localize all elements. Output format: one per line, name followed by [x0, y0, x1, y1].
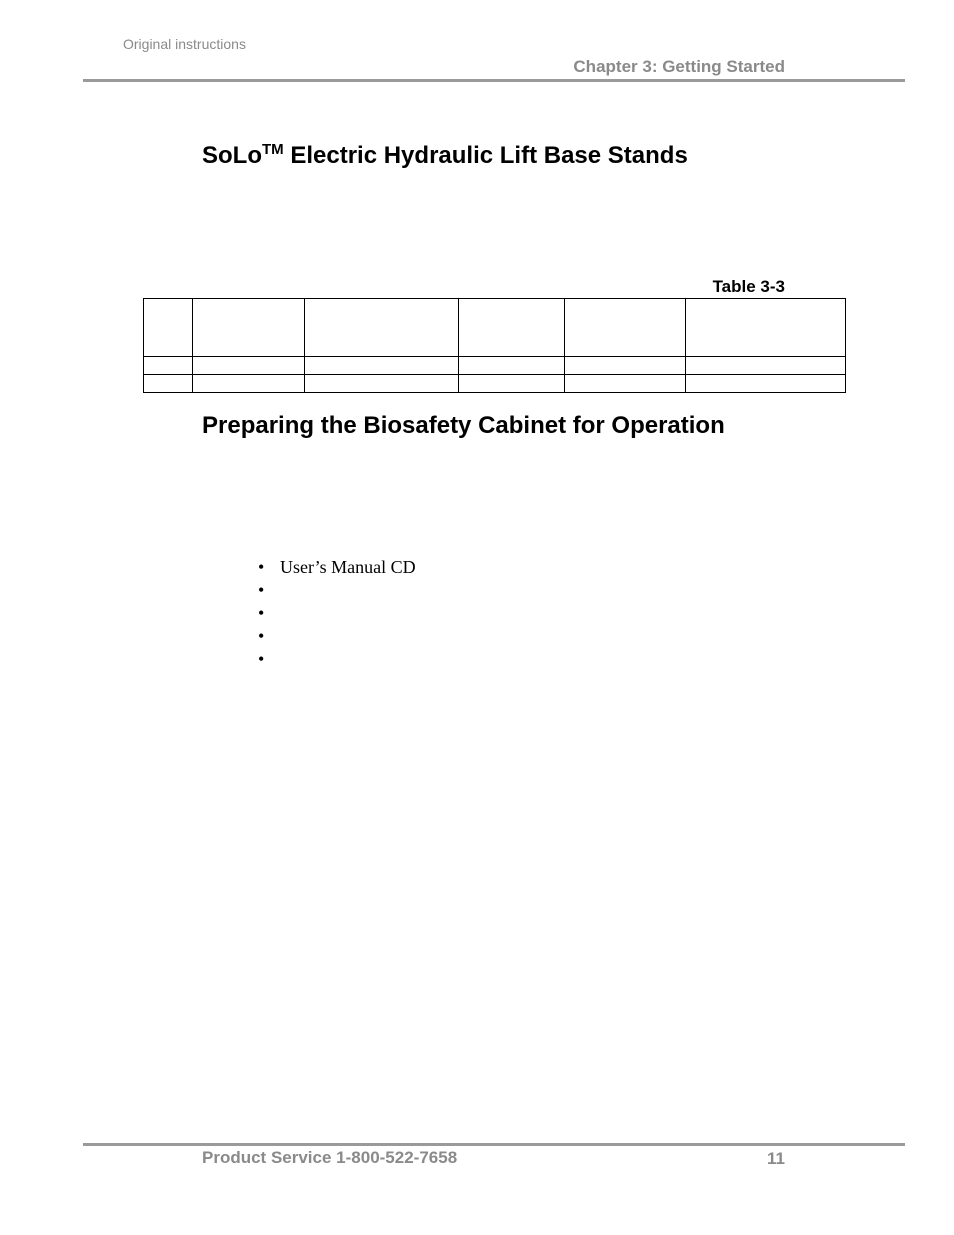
- table-cell: [193, 299, 305, 357]
- table-cell: [565, 357, 686, 375]
- table-row: [144, 357, 846, 375]
- original-instructions-label: Original instructions: [123, 36, 246, 52]
- table-cell: [144, 299, 193, 357]
- table-row: [144, 375, 846, 393]
- supplied-items-list: [258, 556, 416, 671]
- product-service-phone: Product Service 1-800-522-7658: [202, 1148, 458, 1167]
- chapter-title: Chapter 3: Getting Started: [573, 57, 785, 76]
- stands-table: [143, 298, 846, 393]
- table-cell: [565, 299, 686, 357]
- list-item: [258, 648, 416, 671]
- table-cell: [144, 357, 193, 375]
- table-cell: [565, 375, 686, 393]
- solo-section-heading: [202, 142, 688, 170]
- table-cell: [305, 357, 459, 375]
- table-cell: [686, 357, 846, 375]
- solo-heading-main: SoLo: [202, 142, 262, 169]
- header-rule: [83, 79, 905, 82]
- list-item: • User’s Manual CD: [258, 556, 416, 579]
- table-cell: [686, 375, 846, 393]
- list-item: [258, 625, 416, 648]
- page-number: 11: [767, 1149, 785, 1168]
- table-cell: [305, 299, 459, 357]
- trademark-mark: TM: [262, 141, 284, 158]
- solo-heading-rest: Electric Hydraulic Lift Base Stands: [283, 142, 688, 169]
- footer-rule: [83, 1143, 905, 1146]
- table-header-row: [144, 299, 846, 357]
- table-cell: [193, 375, 305, 393]
- list-item: [258, 579, 416, 602]
- table-cell: [305, 375, 459, 393]
- list-item: [258, 602, 416, 625]
- table-cell: [193, 357, 305, 375]
- table-caption: Table 3-3: [712, 277, 785, 296]
- table-cell: [686, 299, 846, 357]
- table-cell: [144, 375, 193, 393]
- table-cell: [459, 357, 565, 375]
- table-cell: [459, 375, 565, 393]
- prep-section-heading: Preparing the Biosafety Cabinet for Operation: [202, 412, 725, 439]
- table-cell: [459, 299, 565, 357]
